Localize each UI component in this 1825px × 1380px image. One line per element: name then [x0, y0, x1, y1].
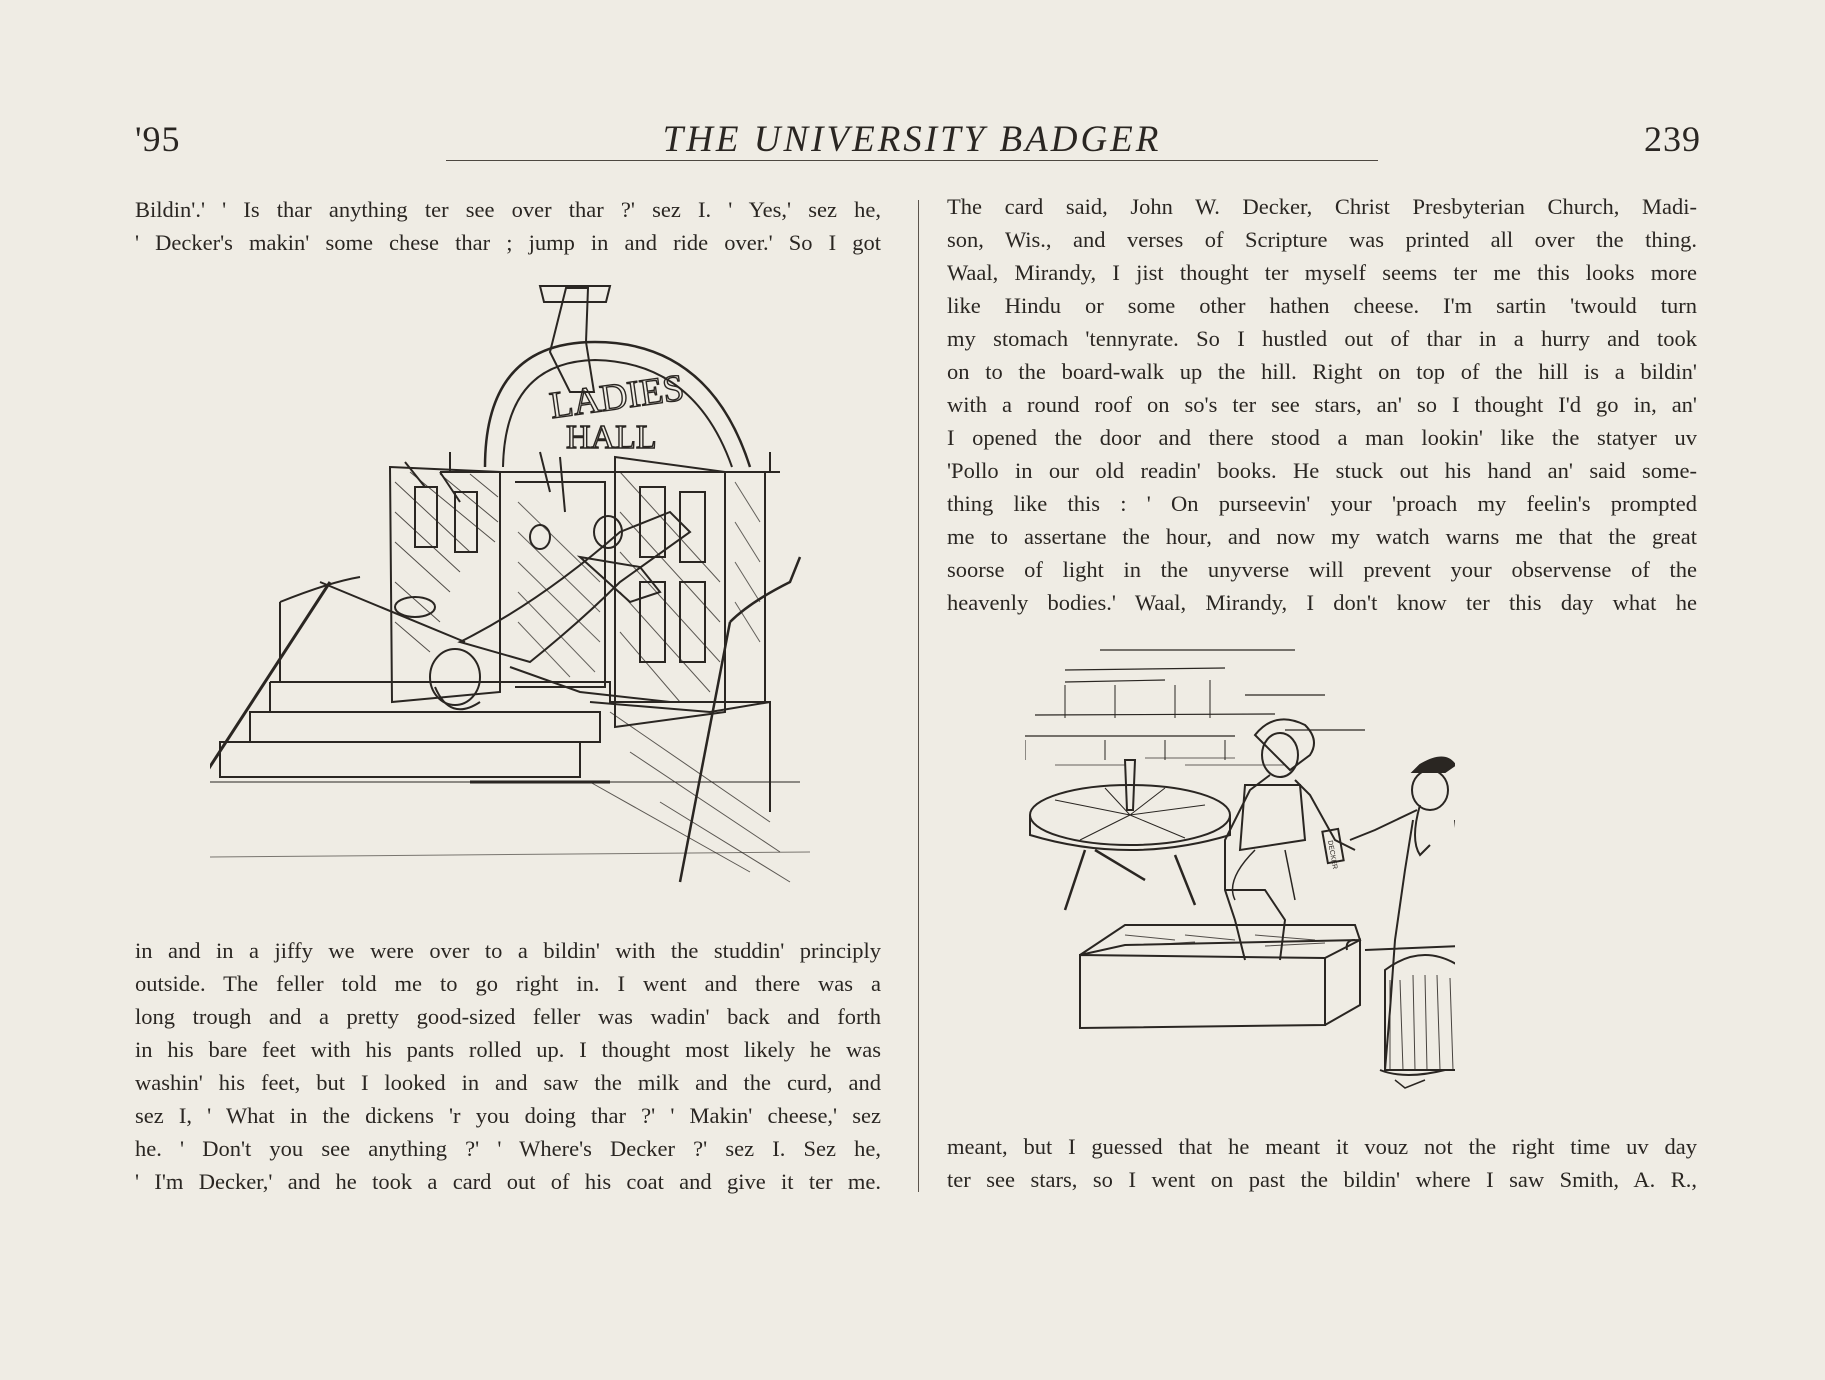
text-line: Bildin'.' ' Is thar anything ter see over thar ?' sez I. ' Yes,' sez he, — [135, 197, 881, 222]
text-line: I opened the door and there stood a man lookin' like the statyer uv — [947, 425, 1697, 450]
text-line: long trough and a pretty good-sized feller was wadin' back and forth — [135, 1004, 881, 1029]
right-paragraph-bottom — [947, 1130, 1697, 1196]
header-year: '95 — [135, 119, 181, 159]
text-line: soorse of light in the unyverse will prevent your observense of the — [947, 557, 1697, 582]
text-line: my stomach 'tennyrate. So I hustled out of thar in a hurry and took — [947, 326, 1697, 351]
text-line: thing like this : ' On purseevin' your 'proach my feelin's prompted — [947, 491, 1697, 516]
ladies-hall-illustration — [210, 282, 810, 902]
text-line: in and in a jiffy we were over to a bildin' with the studdin' principly — [135, 938, 881, 963]
text-line: washin' his feet, but I looked in and saw the milk and the curd, and — [135, 1070, 881, 1095]
left-paragraph-top — [135, 193, 881, 259]
header-rule — [446, 160, 1378, 161]
text-line: ' Decker's makin' some chese thar ; jump in and ride over.' So I got — [135, 230, 881, 255]
text-line: sez I, ' What in the dickens 'r you doing thar ?' ' Makin' cheese,' sez — [135, 1103, 881, 1128]
text-line: on to the board-walk up the hill. Right on top of the hill is a bildin' — [947, 359, 1697, 384]
text-line: outside. The feller told me to go right in. I went and there was a — [135, 971, 881, 996]
card-label: DECKER — [1326, 839, 1339, 870]
page-number: 239 — [1644, 119, 1701, 159]
text-line: in his bare feet with his pants rolled up. I thought most likely he was — [135, 1037, 881, 1062]
text-line: 'Pollo in our old readin' books. He stuck out his hand an' said some- — [947, 458, 1697, 483]
text-line: me to assertane the hour, and now my watch warns me that the great — [947, 524, 1697, 549]
text-line: son, Wis., and verses of Scripture was printed all over the thing. — [947, 227, 1697, 252]
running-title: THE UNIVERSITY BADGER — [662, 119, 1162, 160]
text-line: Waal, Mirandy, I jist thought ter myself seems ter me this looks more — [947, 260, 1697, 285]
left-paragraph-bottom — [135, 934, 881, 1198]
text-line: ter see stars, so I went on past the bildin' where I saw Smith, A. R., — [947, 1167, 1697, 1192]
sign-ladies: LADIES — [547, 366, 687, 428]
cheese-trough-illustration — [1025, 640, 1455, 1120]
text-line: with a round roof on so's ter see stars, an' so I thought I'd go in, an' — [947, 392, 1697, 417]
text-line: ' I'm Decker,' and he took a card out of his coat and give it ter me. — [135, 1169, 881, 1194]
text-line: The card said, John W. Decker, Christ Presbyterian Church, Madi- — [947, 194, 1697, 219]
text-line: like Hindu or some other hathen cheese. I'm sartin 'twould turn — [947, 293, 1697, 318]
column-divider — [918, 200, 919, 1192]
right-paragraph-top — [947, 190, 1697, 619]
sign-hall: HALL — [566, 419, 657, 456]
text-line: meant, but I guessed that he meant it vouz not the right time uv day — [947, 1134, 1697, 1159]
text-line: he. ' Don't you see anything ?' ' Where's Decker ?' sez I. Sez he, — [135, 1136, 881, 1161]
text-line: heavenly bodies.' Waal, Mirandy, I don't know ter this day what he — [947, 590, 1697, 615]
